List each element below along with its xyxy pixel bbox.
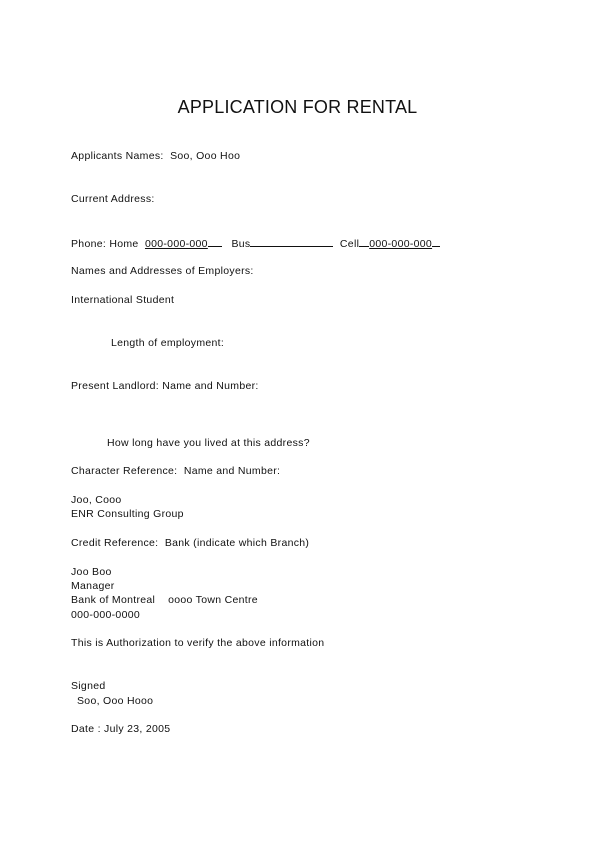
date-label: Date : (71, 723, 101, 735)
landlord-label: Present Landlord: Name and Number: (71, 380, 259, 392)
phone-cell-underline-lead (359, 236, 369, 247)
phone-home-underline (208, 236, 222, 247)
phone-cell-value: 000-000-000 (369, 238, 433, 250)
credit-reference-label: Credit Reference: Bank (indicate which Branch) (71, 537, 310, 549)
credit-reference-name: Joo Boo (71, 566, 112, 578)
character-reference-name: Joo, Cooo (71, 494, 122, 506)
applicants-value: Soo, Ooo Hoo (170, 150, 241, 162)
phone-bus-blank (250, 236, 333, 247)
employment-length-label: Length of employment: (111, 337, 225, 349)
phone-cell-underline-tail (432, 236, 440, 247)
phone-home-label: Home (109, 238, 139, 250)
credit-reference-branch: oooo Town Centre (168, 594, 258, 606)
credit-reference-bank-row (71, 594, 258, 607)
character-reference-label: Character Reference: Name and Number: (71, 465, 281, 477)
phone-home-value: 000-000-000 (144, 238, 208, 250)
credit-reference-phone: 000-000-0000 (71, 609, 140, 621)
document-title: APPLICATION FOR RENTAL (177, 97, 418, 117)
phone-row (71, 236, 440, 251)
applicants-row (71, 150, 240, 163)
date-value: July 23, 2005 (104, 723, 171, 735)
phone-cell-label: Cell (339, 238, 360, 250)
signature-label: Signed (71, 680, 106, 692)
phone-bus-label: Bus (231, 238, 251, 250)
residence-duration-label: How long have you lived at this address? (107, 437, 310, 449)
credit-reference-bank: Bank of Montreal (71, 594, 156, 606)
phone-label: Phone: (71, 238, 107, 250)
employers-label: Names and Addresses of Employers: (71, 265, 254, 277)
character-reference-company: ENR Consulting Group (71, 508, 184, 520)
applicants-label: Applicants Names: (71, 150, 164, 162)
date-row (71, 723, 170, 736)
signature-name: Soo, Ooo Hooo (77, 695, 154, 707)
credit-reference-title: Manager (71, 580, 115, 592)
current-address-label: Current Address: (71, 193, 155, 205)
authorization-text: This is Authorization to verify the above information (71, 637, 325, 649)
employers-value: International Student (71, 294, 175, 306)
